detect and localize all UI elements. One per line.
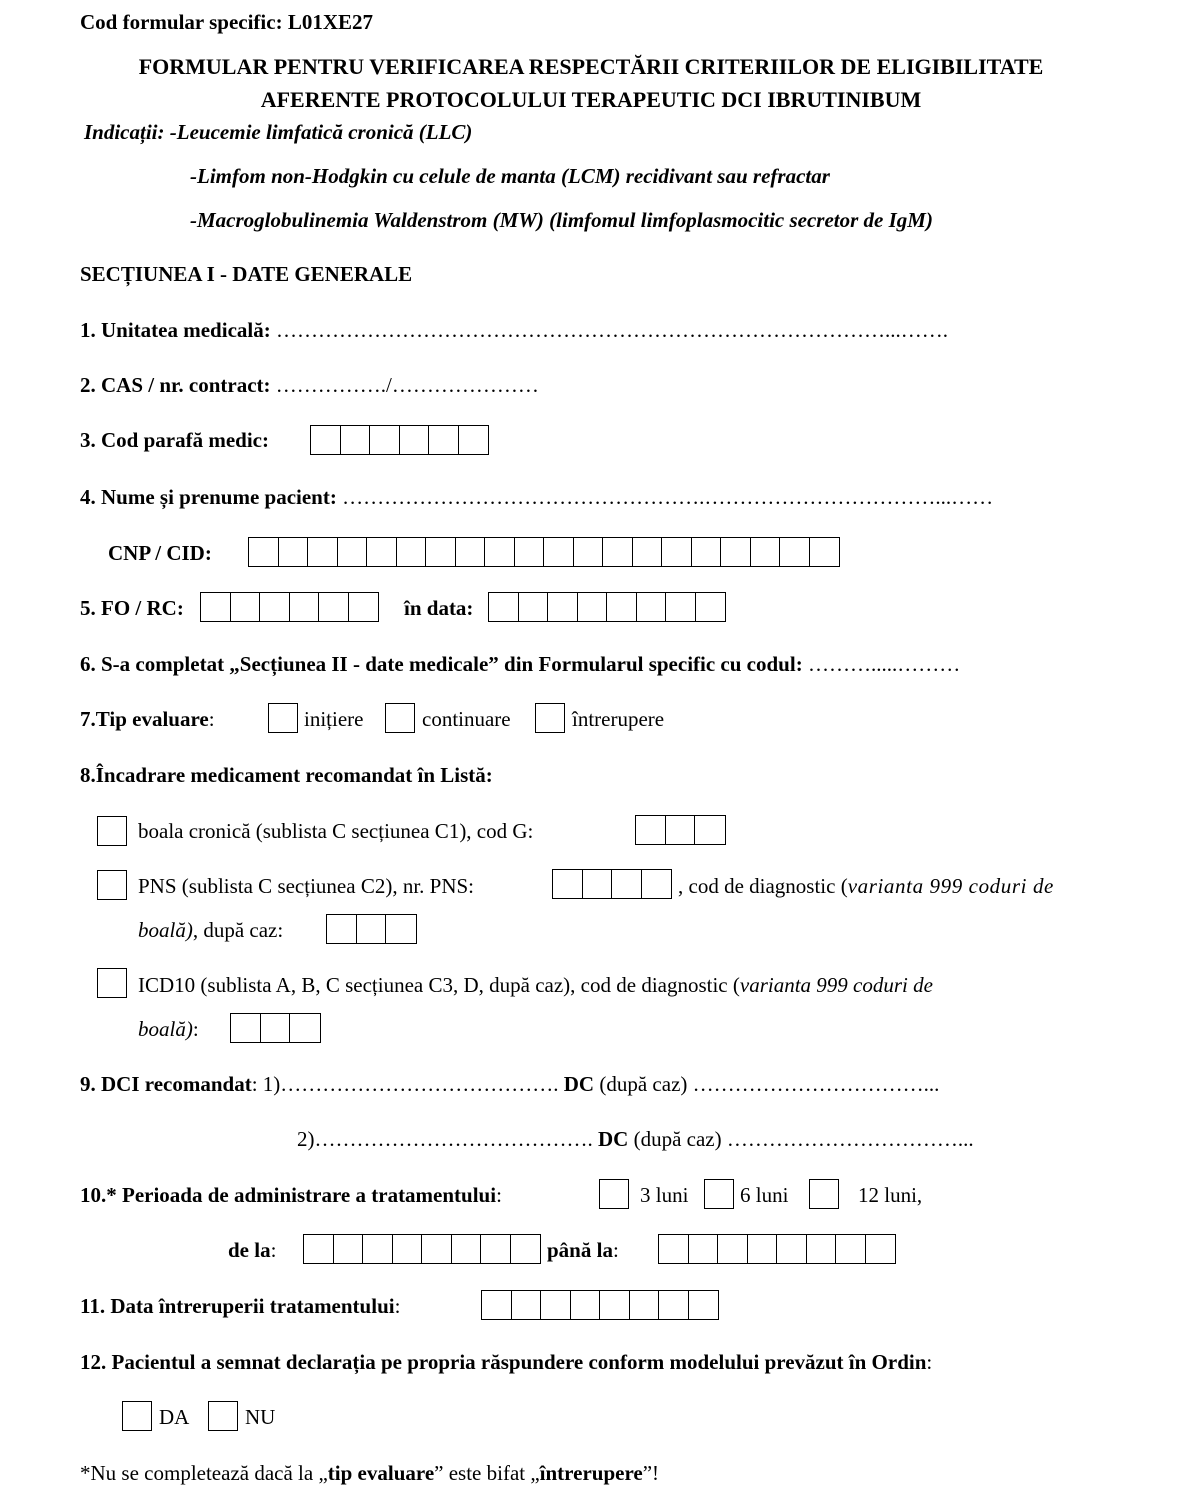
field-7 (80, 709, 215, 730)
grid-cell[interactable] (721, 538, 751, 566)
option-icd-a-text: ICD10 (sublista A, B, C secțiunea C3, D, după caz), cod de diagnostic ( (138, 973, 740, 997)
indication-2: -Limfom non-Hodgkin cu celule de manta (LCM) recidivant sau refractar (190, 164, 830, 188)
checkbox-nu[interactable] (208, 1401, 238, 1431)
grid-cell[interactable] (541, 1291, 571, 1319)
grid-cell[interactable] (397, 538, 427, 566)
doctor-code-grid[interactable] (310, 425, 489, 455)
grid-cell[interactable] (393, 1235, 423, 1263)
field-1 (80, 320, 948, 341)
checkbox-chronic[interactable] (97, 816, 127, 846)
grid-cell[interactable] (400, 426, 430, 454)
from-date-grid[interactable] (303, 1234, 541, 1264)
pns-grid[interactable] (552, 869, 672, 899)
field-6-label: 6. S-a completat „Secțiunea II - date medicale” din Formularul specific cu codul: (80, 652, 803, 676)
grid-cell[interactable] (260, 593, 290, 621)
checkbox-continuare[interactable] (385, 703, 415, 733)
field-7-colon: : (208, 707, 215, 731)
field-9-row-1 (80, 1074, 939, 1095)
checkbox-3-luni[interactable] (599, 1179, 629, 1209)
option-icd-b-italic: boală) (138, 1017, 193, 1041)
grid-cell[interactable] (304, 1235, 334, 1263)
grid-cell[interactable] (571, 1291, 601, 1319)
footnote-b: tip evaluare (327, 1461, 435, 1485)
grid-cell[interactable] (370, 426, 400, 454)
indication-3: -Macroglobulinemia Waldenstrom (MW) (limfomul limfoplasmocitic secretor de IgM) (190, 208, 933, 232)
title-line-2: AFERENTE PROTOCOLULUI TERAPEUTIC DCI IBRUTINIBUM (260, 87, 922, 112)
option-pns-c (138, 920, 283, 941)
option-pns-b-italic: varianta 999 coduri de (847, 874, 1054, 898)
field-9-label: 9. DCI recomandat (80, 1072, 252, 1096)
grid-cell[interactable] (633, 538, 663, 566)
dci-2-input[interactable]: 2)…………………………………. (297, 1127, 593, 1151)
grid-cell[interactable] (231, 1014, 261, 1042)
grid-cell[interactable] (583, 870, 613, 898)
indications (84, 122, 472, 143)
grid-cell[interactable] (201, 593, 231, 621)
field-12-colon: : (926, 1350, 933, 1374)
grid-cell[interactable] (481, 1235, 511, 1263)
field-5-label: 5. FO / RC: (80, 596, 184, 620)
option-initiere: inițiere (304, 707, 364, 731)
field-1-input[interactable]: ……………………………………………………………………………...……. (275, 318, 948, 342)
dc-1-input[interactable]: (după caz) ……………………………... (594, 1072, 940, 1096)
field-5-date-label: în data: (404, 596, 474, 620)
checkbox-intrerupere[interactable] (535, 703, 565, 733)
field-3-label: 3. Cod parafă medic: (80, 428, 269, 452)
grid-cell[interactable] (662, 538, 692, 566)
checkbox-pns[interactable] (97, 870, 127, 900)
grid-cell[interactable] (341, 426, 371, 454)
grid-cell[interactable] (612, 870, 642, 898)
option-icd-b-text: : (192, 1017, 199, 1041)
grid-cell[interactable] (603, 538, 633, 566)
grid-cell[interactable] (780, 538, 810, 566)
grid-cell[interactable] (367, 538, 397, 566)
field-2 (80, 375, 539, 396)
field-4-label: 4. Nume și prenume pacient: (80, 485, 337, 509)
grid-cell[interactable] (489, 593, 519, 621)
option-pns-c-text: , după caz: (192, 918, 284, 942)
to-label: până la (547, 1238, 613, 1262)
from-label-wrap (228, 1240, 276, 1261)
grid-cell[interactable] (836, 1235, 866, 1263)
fo-rc-date-grid[interactable] (488, 592, 726, 622)
dc-label-1: DC (563, 1072, 595, 1096)
field-6 (80, 654, 960, 675)
field-11-label: 11. Data întreruperii tratamentului (80, 1294, 395, 1318)
grid-cell[interactable] (666, 593, 696, 621)
option-chronic: boala cronică (sublista C secțiunea C1), cod G: (138, 819, 534, 843)
grid-cell[interactable] (692, 538, 722, 566)
checkbox-icd10[interactable] (97, 968, 127, 998)
grid-cell[interactable] (695, 816, 725, 844)
field-10-colon: : (496, 1183, 502, 1207)
interruption-date-grid[interactable] (481, 1290, 719, 1320)
grid-cell[interactable] (810, 538, 840, 566)
option-icd-a (138, 975, 933, 996)
to-label-wrap (547, 1240, 619, 1261)
grid-cell[interactable] (327, 915, 357, 943)
grid-cell[interactable] (777, 1235, 807, 1263)
grid-cell[interactable] (519, 593, 549, 621)
field-12 (80, 1352, 932, 1373)
field-7-label: 7.Tip evaluare (80, 707, 209, 731)
grid-cell[interactable] (515, 538, 545, 566)
grid-cell[interactable] (279, 538, 309, 566)
grid-cell[interactable] (422, 1235, 452, 1263)
field-11-colon: : (394, 1294, 401, 1318)
grid-cell[interactable] (553, 870, 583, 898)
field-1-label: 1. Unitatea medicală: (80, 318, 271, 342)
grid-cell[interactable] (319, 593, 349, 621)
grid-cell[interactable] (249, 538, 279, 566)
footnote-d: întrerupere (539, 1461, 643, 1485)
grid-cell[interactable] (544, 538, 574, 566)
grid-cell[interactable] (751, 538, 781, 566)
grid-cell[interactable] (659, 1235, 689, 1263)
option-3-luni: 3 luni (640, 1183, 689, 1207)
grid-cell[interactable] (290, 1014, 320, 1042)
option-icd-a-italic: varianta 999 coduri de (739, 973, 933, 997)
cnp-label: CNP / CID: (108, 541, 212, 565)
grid-cell[interactable] (574, 538, 604, 566)
field-2-label: 2. CAS / nr. contract: (80, 373, 271, 397)
checkbox-da[interactable] (122, 1401, 152, 1431)
indication-1: -Leucemie limfatică cronică (LLC) (169, 120, 473, 144)
field-2-input[interactable]: ……………./………………… (275, 373, 539, 397)
from-colon: : (270, 1238, 277, 1262)
field-10-label: 10.* Perioada de administrare a tratamentului (80, 1183, 497, 1207)
footnote (80, 1463, 659, 1484)
footnote-e: ”! (642, 1461, 660, 1485)
grid-cell[interactable] (578, 593, 608, 621)
grid-cell[interactable] (338, 538, 368, 566)
from-label: de la (228, 1238, 271, 1262)
grid-cell[interactable] (636, 816, 666, 844)
field-4 (80, 487, 993, 508)
grid-cell[interactable] (696, 593, 726, 621)
grid-cell[interactable] (607, 593, 637, 621)
indications-label: Indicații: (84, 120, 165, 144)
field-8-label: 8.Încadrare medicament recomandat în Listă: (80, 763, 493, 787)
option-pns-b (678, 876, 1054, 897)
grid-cell[interactable] (290, 593, 320, 621)
option-pns-a: PNS (sublista C secțiunea C2), nr. PNS: (138, 874, 475, 898)
cod-g-grid[interactable] (635, 815, 726, 845)
grid-cell[interactable] (386, 915, 416, 943)
to-colon: : (612, 1238, 619, 1262)
section-title: SECȚIUNEA I - DATE GENERALE (80, 262, 413, 286)
option-6-luni: 6 luni (740, 1183, 789, 1207)
grid-cell[interactable] (630, 1291, 660, 1319)
option-12-luni: 12 luni, (858, 1183, 923, 1207)
grid-cell[interactable] (261, 1014, 291, 1042)
form-code: Cod formular specific: L01XE27 (80, 10, 374, 34)
grid-cell[interactable] (666, 816, 696, 844)
field-4-input[interactable]: …………………………………………….……………………………...…… (342, 485, 994, 509)
grid-cell[interactable] (456, 538, 486, 566)
grid-cell[interactable] (512, 1291, 542, 1319)
to-date-grid[interactable] (658, 1234, 896, 1264)
grid-cell[interactable] (426, 538, 456, 566)
grid-cell[interactable] (637, 593, 667, 621)
grid-cell[interactable] (642, 870, 672, 898)
grid-cell[interactable] (659, 1291, 689, 1319)
checkbox-6-luni[interactable] (704, 1179, 734, 1209)
option-pns-c-italic: boală) (138, 918, 193, 942)
grid-cell[interactable] (308, 538, 338, 566)
footnote-a: *Nu se completează dacă la „ (80, 1461, 328, 1485)
option-icd-b (138, 1019, 199, 1040)
field-11 (80, 1296, 400, 1317)
grid-cell[interactable] (689, 1291, 719, 1319)
grid-cell[interactable] (548, 593, 578, 621)
grid-cell[interactable] (600, 1291, 630, 1319)
title-line-1: FORMULAR PENTRU VERIFICAREA RESPECTĂRII CRITERIILOR DE ELIGIBILITATE (138, 54, 1044, 79)
grid-cell[interactable] (334, 1235, 364, 1263)
option-pns-b-text: , cod de diagnostic ( (678, 874, 848, 898)
grid-cell[interactable] (459, 426, 489, 454)
option-nu: NU (245, 1405, 276, 1429)
grid-cell[interactable] (866, 1235, 896, 1263)
dc-2-input[interactable]: (după caz) ……………………………... (628, 1127, 974, 1151)
field-12-label: 12. Pacientul a semnat declarația pe propria răspundere conform modelului prevăzut în Ordin (80, 1350, 927, 1374)
grid-cell[interactable] (718, 1235, 748, 1263)
grid-cell[interactable] (689, 1235, 719, 1263)
grid-cell[interactable] (485, 538, 515, 566)
dc-label-2: DC (598, 1127, 629, 1151)
grid-cell[interactable] (807, 1235, 837, 1263)
cnp-grid[interactable] (248, 537, 840, 567)
checkbox-12-luni[interactable] (809, 1179, 839, 1209)
grid-cell[interactable] (349, 593, 379, 621)
option-continuare: continuare (422, 707, 511, 731)
grid-cell[interactable] (429, 426, 459, 454)
option-da: DA (159, 1405, 190, 1429)
fo-rc-grid[interactable] (200, 592, 379, 622)
field-9-row-2 (297, 1129, 974, 1150)
field-10 (80, 1185, 502, 1206)
checkbox-initiere[interactable] (268, 703, 298, 733)
grid-cell[interactable] (452, 1235, 482, 1263)
grid-cell[interactable] (231, 593, 261, 621)
option-intrerupere: întrerupere (572, 707, 665, 731)
footnote-c: ” este bifat „ (434, 1461, 540, 1485)
grid-cell[interactable] (311, 426, 341, 454)
field-6-input[interactable]: ……….....……… (807, 652, 961, 676)
icd-grid[interactable] (230, 1013, 321, 1043)
pns-diag-grid[interactable] (326, 914, 417, 944)
grid-cell[interactable] (363, 1235, 393, 1263)
grid-cell[interactable] (482, 1291, 512, 1319)
grid-cell[interactable] (357, 915, 387, 943)
grid-cell[interactable] (748, 1235, 778, 1263)
dci-1-input[interactable]: : 1)…………………………………. (251, 1072, 559, 1096)
grid-cell[interactable] (511, 1235, 541, 1263)
